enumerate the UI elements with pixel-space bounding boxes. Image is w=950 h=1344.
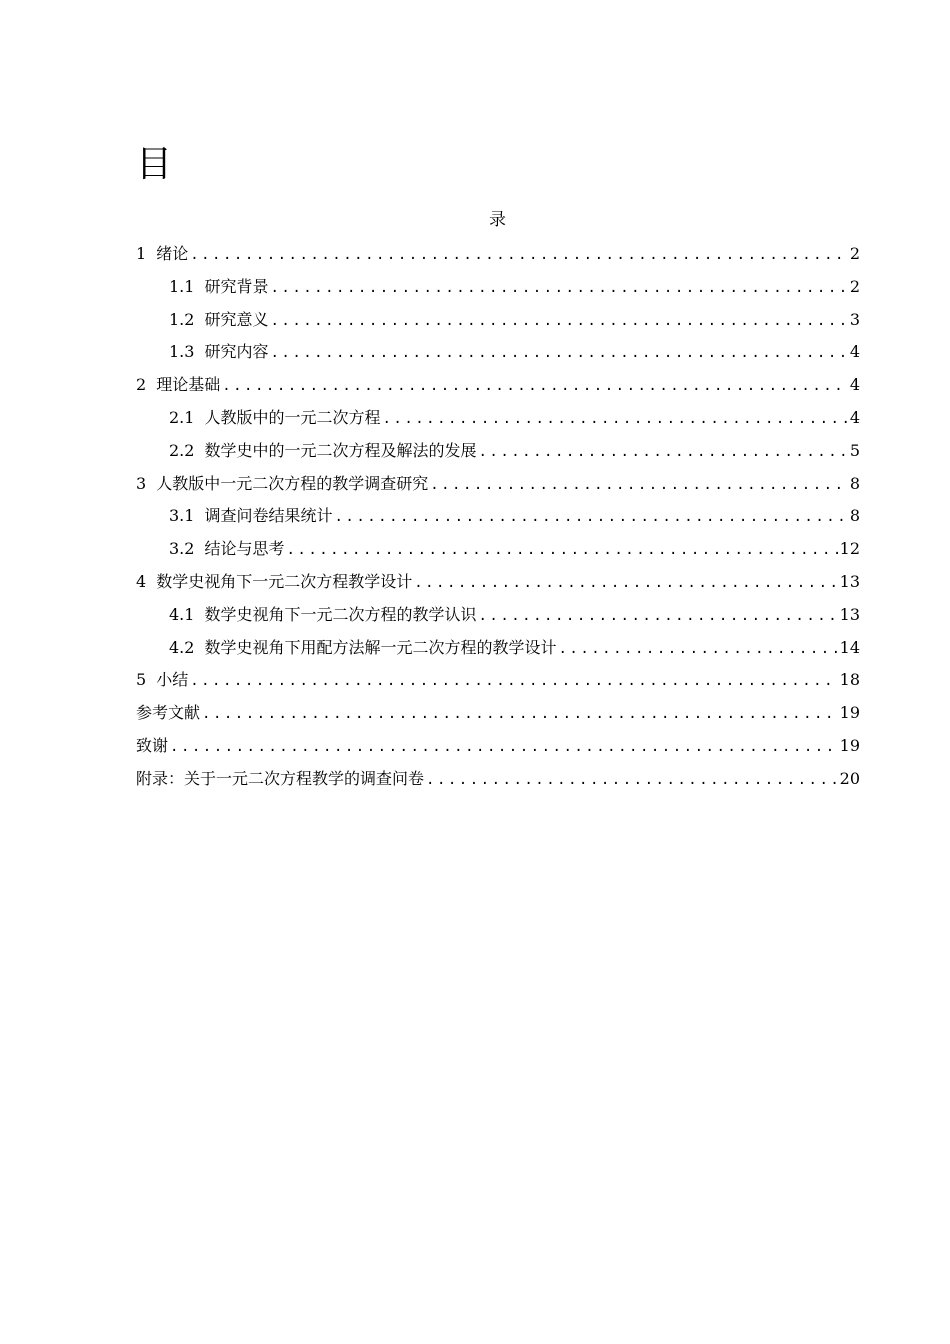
toc-entry-title: 绪论 (156, 244, 189, 263)
toc-dot-leader (270, 339, 847, 367)
toc-entry-title: 小结 (156, 670, 189, 690)
toc-dot-leader (190, 667, 837, 695)
toc-entry[interactable] (136, 470, 860, 503)
toc-entry-page-number: 18 (839, 670, 860, 690)
toc-dot-leader (558, 635, 837, 663)
toc-entry[interactable] (136, 273, 860, 306)
toc-entry-page-number: 19 (839, 703, 860, 723)
toc-entry[interactable] (136, 765, 860, 798)
toc-entry-title: 参考文献 (136, 703, 201, 723)
toc-entry[interactable] (136, 568, 860, 601)
toc-entry-page-number: 14 (839, 637, 860, 657)
toc-entry-number: 1 (136, 244, 147, 263)
toc-entry-number: 4 (136, 571, 147, 591)
toc-entry-title: 研究内容 (204, 342, 269, 362)
toc-entry-title: 数学史视角下一元二次方程教学设计 (156, 571, 413, 591)
toc-entry-number: 3.2 (169, 539, 195, 559)
toc-entry-page-number: 2 (849, 244, 860, 263)
toc-entry[interactable] (136, 634, 860, 667)
toc-dot-leader (478, 438, 847, 466)
toc-entry-page-number: 12 (839, 539, 860, 559)
table-of-contents (136, 240, 860, 798)
toc-entry-page-number: 8 (849, 506, 860, 526)
toc-dot-leader (382, 405, 847, 433)
toc-dot-leader (334, 503, 847, 531)
toc-entry-title: 数学史视角下用配方法解一元二次方程的教学设计 (204, 637, 557, 657)
toc-entry[interactable] (136, 240, 860, 273)
toc-entry-title: 调查问卷结果统计 (204, 506, 333, 526)
toc-entry-title: 研究背景 (204, 276, 269, 296)
toc-entry-page-number: 4 (849, 407, 860, 427)
toc-entry-page-number: 3 (849, 309, 860, 329)
toc-entry-title: 数学史中的一元二次方程及解法的发展 (204, 440, 477, 460)
toc-entry[interactable] (136, 535, 860, 568)
toc-entry-page-number: 4 (849, 375, 860, 395)
toc-entry-title: 研究意义 (204, 309, 269, 329)
toc-dot-leader (170, 733, 838, 761)
toc-entry-page-number: 19 (839, 735, 860, 755)
toc-entry-number: 2.2 (169, 440, 195, 460)
toc-entry-number: 1.1 (169, 276, 195, 296)
toc-entry-page-number: 5 (849, 440, 860, 460)
toc-entry-title: 数学史视角下一元二次方程的教学认识 (204, 604, 477, 624)
toc-dot-leader (270, 307, 847, 335)
toc-entry-page-number: 13 (839, 604, 860, 624)
toc-entry-title: 结论与思考 (204, 539, 285, 559)
toc-dot-leader (478, 602, 837, 630)
toc-entry-number: 3 (136, 473, 147, 493)
toc-entry[interactable] (136, 306, 860, 339)
toc-entry[interactable] (136, 437, 860, 470)
toc-dot-leader (286, 536, 837, 564)
toc-entry-number: 1.3 (169, 342, 195, 362)
toc-entry[interactable] (136, 666, 860, 699)
toc-entry-number: 3.1 (169, 506, 195, 526)
toc-heading-char-2: 录 (489, 210, 506, 230)
toc-entry[interactable] (136, 404, 860, 437)
toc-dot-leader (430, 471, 848, 499)
toc-entry-page-number: 4 (849, 342, 860, 362)
toc-dot-leader (270, 274, 847, 302)
toc-entry-number: 1.2 (169, 309, 195, 329)
toc-heading-char-1: 目 (136, 144, 173, 185)
toc-dot-leader (190, 241, 848, 269)
toc-entry[interactable] (136, 338, 860, 371)
toc-dot-leader (202, 700, 838, 728)
toc-entry-title: 人教版中一元二次方程的教学调查研究 (156, 473, 429, 493)
toc-entry-page-number: 20 (839, 768, 860, 788)
toc-entry[interactable] (136, 502, 860, 535)
toc-entry-number: 2 (136, 375, 147, 395)
toc-entry-title: 致谢 (136, 735, 169, 755)
toc-entry[interactable] (136, 371, 860, 404)
toc-entry-number: 4.1 (169, 604, 195, 624)
toc-entry-number: 4.2 (169, 637, 195, 657)
toc-entry-number: 2.1 (169, 407, 195, 427)
toc-entry-title: 人教版中的一元二次方程 (204, 407, 381, 427)
toc-entry-page-number: 2 (849, 276, 860, 296)
toc-entry[interactable] (136, 601, 860, 634)
toc-entry-number: 5 (136, 670, 147, 690)
toc-dot-leader (414, 569, 837, 597)
toc-entry[interactable] (136, 699, 860, 732)
toc-entry[interactable] (136, 732, 860, 765)
toc-entry-page-number: 13 (839, 571, 860, 591)
toc-entry-title: 理论基础 (156, 375, 221, 395)
toc-entry-page-number: 8 (849, 473, 860, 493)
toc-entry-title: 附录：关于一元二次方程教学的调查问卷 (136, 768, 425, 788)
toc-dot-leader (426, 766, 838, 794)
toc-dot-leader (222, 372, 848, 400)
